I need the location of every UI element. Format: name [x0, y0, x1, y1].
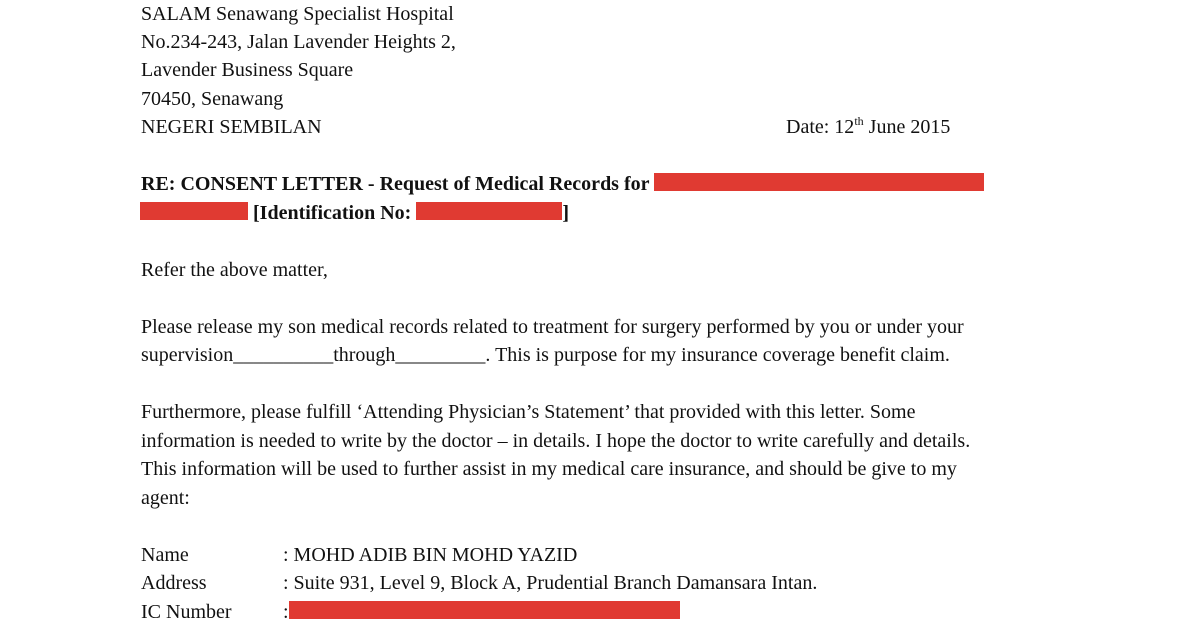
agent-name-label: Name	[141, 544, 189, 566]
date-rest: June 2015	[863, 116, 951, 138]
paragraph-1-line-2: supervision__________through_________. This is purpose for my insurance coverage benefit claim.	[141, 344, 950, 366]
agent-address-value: : Suite 931, Level 9, Block A, Prudential Branch Damansara Intan.	[283, 572, 818, 594]
date-prefix: Date: 12	[786, 116, 855, 138]
subject-identification: [Identification No:	[248, 202, 417, 224]
address-line-2: No.234-243, Jalan Lavender Heights 2,	[141, 31, 456, 53]
redacted-patient-name	[654, 173, 984, 191]
address-line-4: 70450, Senawang	[141, 88, 284, 110]
agent-ic-colon: :	[283, 601, 289, 623]
paragraph-2-line-4: agent:	[141, 487, 190, 509]
paragraph-2-line-3: This information will be used to further assist in my medical care insurance, and should be give to my	[141, 458, 957, 480]
hospital-name: SALAM Senawang Specialist Hospital	[141, 3, 454, 25]
address-line-5: NEGERI SEMBILAN	[141, 116, 322, 138]
agent-name-value: : MOHD ADIB BIN MOHD YAZID	[283, 544, 578, 566]
redacted-identification-number	[416, 202, 562, 220]
letter-date	[786, 113, 950, 141]
paragraph-2-line-1: Furthermore, please fulfill ‘Attending Physician’s Statement’ that provided with this letter. Some	[141, 401, 916, 423]
date-ordinal-suffix: th	[854, 114, 864, 128]
redacted-ic-number	[289, 601, 680, 619]
agent-address-label: Address	[141, 572, 207, 594]
subject-line-2	[140, 199, 569, 227]
agent-ic-label: IC Number	[141, 601, 232, 623]
subject-closing-bracket: ]	[562, 202, 569, 224]
paragraph-2-line-2: information is needed to write by the doctor – in details. I hope the doctor to write carefully and details.	[141, 430, 971, 452]
agent-ic-value	[283, 598, 680, 626]
paragraph-1-line-1: Please release my son medical records related to treatment for surgery performed by you or under your	[141, 316, 964, 338]
redacted-patient-name-cont	[140, 202, 248, 220]
salutation: Refer the above matter,	[141, 259, 328, 281]
subject-prefix: RE: CONSENT LETTER - Request of Medical Records for	[141, 173, 655, 195]
subject-line-1	[141, 170, 984, 198]
address-line-3: Lavender Business Square	[141, 59, 354, 81]
